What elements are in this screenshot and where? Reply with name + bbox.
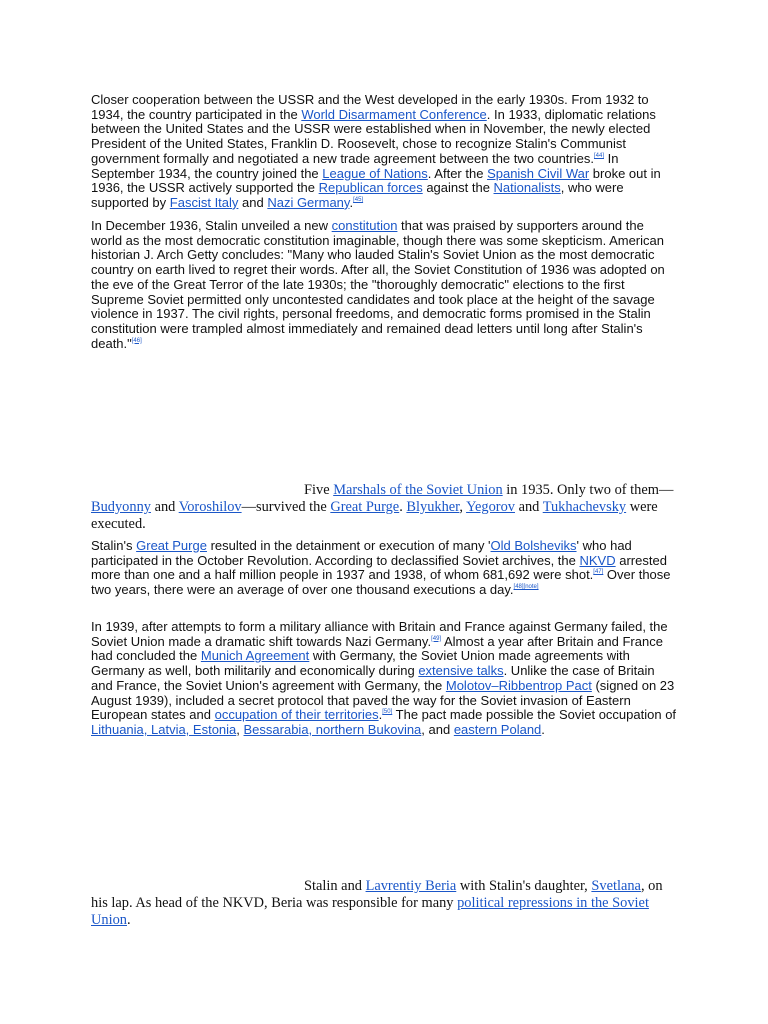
text-run: ' who had participated in the October Revolution. According to declassified Soviet archives, the [91,538,632,568]
text-run: Over those two years, there were an average of over one thousand executions a day. [91,567,671,598]
text-run: with Stalin's daughter, [456,878,592,894]
wiki-link[interactable]: Voroshilov [178,498,242,515]
footnote-ref-link[interactable]: [44] [593,152,604,159]
footnote-ref-link[interactable]: [46] [131,337,142,344]
text-run: were executed. [91,498,658,532]
text-run: Almost a year after Britain and France had concluded the [91,633,663,664]
text-run: , who were supported by [91,180,624,210]
text-run: The pact made possible the Soviet occupation of [392,707,677,723]
wiki-link[interactable]: Svetlana [591,878,641,894]
text-run: . [126,911,131,928]
text-run: broke out in 1936, the USSR actively supported the [91,165,661,196]
wiki-link[interactable]: Spanish Civil War [487,165,590,181]
text-run: . [378,707,383,723]
text-run: in 1935. Only two of them— [502,482,674,498]
text-run: Closer cooperation between the USSR and the West developed in the early 1930s. From 1932 to 1934, the country participated in the [91,92,649,122]
wiki-link[interactable]: Lavrentiy Beria [365,878,457,894]
wiki-link[interactable]: Fascist Italy [169,194,239,210]
wiki-link[interactable]: Molotov–Ribbentrop Pact [445,677,592,693]
wiki-link[interactable]: Nationalists [493,180,561,196]
footnote-ref-link[interactable]: [45] [353,196,364,203]
paragraph-great-purge [91,539,677,598]
caption-stalin-beria [91,878,677,928]
wiki-link[interactable]: Budyonny [91,498,151,515]
wiki-link[interactable]: Old Bolsheviks [490,538,577,553]
text-run: . After the [427,165,488,181]
text-run: resulted in the detainment or execution of many ' [206,538,491,553]
text-run: . Unlike the case of Britain and France, the Soviet Union's agreement with Germany, the [91,663,655,693]
text-run: against the [422,180,494,196]
text-run: , on his lap. As head of the NKVD, Beria was responsible for many [91,878,663,911]
paragraph-ussr-west-cooperation [91,93,677,211]
footnote-ref-link[interactable]: [48][note] [513,584,539,591]
paragraph-1939-pact [91,620,677,738]
paragraph-1936-constitution [91,219,677,351]
wiki-link[interactable]: Munich Agreement [200,648,310,664]
wiki-link[interactable]: League of Nations [322,165,428,181]
text-run: , [236,721,244,737]
text-run: , and [421,721,454,737]
footnote-ref-link[interactable]: [47] [593,569,604,576]
wiki-link[interactable]: Republican forces [318,180,423,196]
text-run: Stalin and [304,878,366,894]
footnote-ref-link[interactable]: [49] [431,635,442,642]
text-run: In 1939, after attempts to form a military alliance with Britain and France against Germany failed, the Soviet Union made a dramatic shift towards Nazi Germany. [91,619,668,649]
text-run: Stalin's [91,538,137,553]
wiki-link[interactable]: NKVD [579,552,616,568]
footnote-ref-link[interactable]: [50] [382,709,393,716]
text-run: In December 1936, Stalin unveiled a new [91,218,332,233]
wiki-link[interactable]: political repressions in the Soviet Union [91,894,649,928]
wiki-link[interactable]: Great Purge [330,498,400,515]
wiki-link[interactable]: Tukhachevsky [542,498,627,515]
text-run: that was praised by supporters around the world as the most democratic constitution imaginable, though there was some skepticism. American historian J. Arch Getty concludes: "Many who lauded Stalin's Soviet Union as the most democratic country on earth lived to regret their words. After all, the Soviet Constitution of 1936 was adopted on the eve of the Great Terror of the late 1930s; the "thoroughly democratic" elections to the first Supreme Soviet permitted only uncontested candidates and took place at the height of the savage violence in 1937. The civil rights, personal freedoms, and democratic forms promised in the Stalin constitution were trampled almost immediately and remained dead letters until long after Stalin's death." [91,218,665,351]
wiki-link[interactable]: Nazi Germany [267,194,350,210]
text-run: —survived the [241,498,331,515]
wiki-link[interactable]: Blyukher [406,498,460,515]
wiki-link[interactable]: Great Purge [136,538,207,553]
wiki-link[interactable]: extensive talks [418,663,504,679]
text-run: and [150,498,179,515]
wiki-link[interactable]: occupation of their territories [214,707,379,723]
text-run: . [399,498,407,515]
wiki-link[interactable]: Lithuania, Latvia, Estonia [91,721,237,737]
text-run: Five [304,482,334,498]
caption-five-marshals [91,482,677,532]
text-run: arrested more than one and a half million people in 1937 and 1938, of whom 681,692 were shot. [91,552,667,583]
wiki-link[interactable]: eastern Poland [453,721,542,737]
wiki-link[interactable]: Yegorov [466,498,515,515]
text-run: In September 1934, the country joined the [91,150,619,181]
text-run: . In 1933, diplomatic relations between the United States and the USSR were established when in November, the newly elected President of the United States, Franklin D. Roosevelt, chose to recognize Stalin's Communist government formally and negotiated a new trade agreement between the two countries. [91,106,656,166]
wiki-link[interactable]: World Disarmament Conference [301,106,487,122]
wiki-link[interactable]: constitution [331,218,398,233]
text-run: , [459,498,467,515]
text-run: and [514,498,543,515]
text-run: (signed on 23 August 1939), included a secret protocol that paved the way for the Soviet invasion of Eastern European states and [91,677,675,723]
text-run: . [541,721,545,737]
wiki-link[interactable]: Bessarabia, northern Bukovina [243,721,422,737]
text-run: with Germany, the Soviet Union made agreements with Germany as well, both militarily and economically during [91,648,630,679]
text-run: . [349,194,354,210]
wiki-link[interactable]: Marshals of the Soviet Union [333,482,503,498]
text-run: and [238,194,268,210]
